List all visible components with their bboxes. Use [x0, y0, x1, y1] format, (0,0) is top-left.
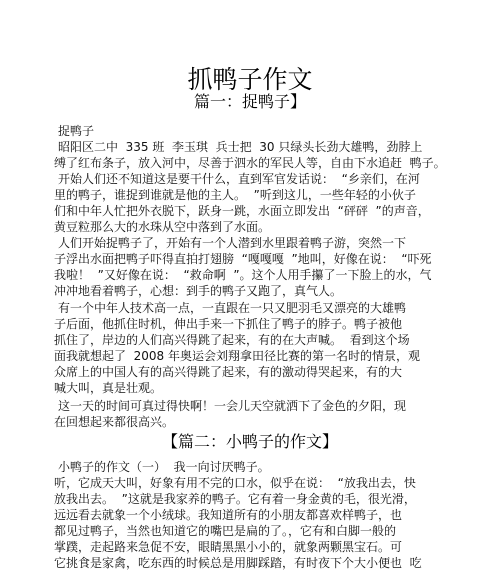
- text-line: 黄豆粒那么大的水珠从空中落到了水面。: [54, 220, 271, 234]
- text-line: 它挑食是家禽，吃东西的时候总是用脚踩踏，有时夜下个大小便也 吃: [54, 556, 422, 570]
- text-line: 昭阳区二中 335 班 李玉琪 兵士把 30 只绿头长劲大雄鸭，劲脖上: [58, 140, 423, 154]
- text-line: 有一个中年人技术高一点，一直跟在一只又肥羽毛又漂亮的大雄鸭: [58, 301, 407, 315]
- text-line: 面我就想起了 2008 年奥运会刘翔拿田径比赛的第一名时的情景，观: [54, 349, 420, 363]
- text-line: 掌蹼，走起路来急促不安，眼睛黑黑小小的，就象两颗黑宝石。可: [54, 540, 403, 554]
- text-line: 冲冲地看着鸭子，心想：到手的鸭子又跑了，真气人。: [54, 284, 343, 298]
- text-line: 这一天的时间可真过得快啊！一会儿天空就洒下了金色的夕阳，现: [58, 399, 407, 413]
- text-line: 小鸭子的作文（一） 我一向讨厌鸭子。: [58, 460, 270, 474]
- text-line: 里的鸭子，谁捉到谁就是他的主人。 ”听到这儿，一些年轻的小伙子: [54, 188, 416, 202]
- text-line: 听，它成天大叫，好象有用不完的口水，似乎在说： “放我出去，快: [54, 476, 416, 490]
- text-line: 人们开始捉鸭子了，开始有一个人潜到水里跟着鸭子游，突然一下: [58, 236, 407, 250]
- text-line: 捉鸭子: [58, 124, 95, 138]
- text-line: 喊大叫，真是壮观。: [54, 381, 163, 395]
- text-line: 众席上的中国人有的高兴得跳了起来，有的激动得哭起来，有的大: [54, 365, 403, 379]
- text-line: 都见过鸭子，当然也知道它的嘴巴是扁的了。，它有和白脚一般的: [54, 524, 397, 538]
- text-line: 子后面，他抓住时机，伸出手来一下抓住了鸭子的脖子。鸭子被他: [54, 317, 403, 331]
- text-line: 抓住了，岸边的人们高兴得跳了起来，有的在大声喊。 看到这个场: [54, 333, 410, 347]
- text-line: 远远看去就象一个小绒球。我知道所有的小朋友都喜欢样鸭子，也: [54, 508, 403, 522]
- text-line: 子浮出水面把鸭子吓得直拍打翅膀 “嘎嘎嘎 ”地叫，好像在说： “吓死: [54, 252, 432, 266]
- text-line: 们和中年人忙把外衣脱下，跃身一跳，水面立即发出 “砰砰 ”的声音，: [54, 204, 430, 218]
- text-line: 我啦！ ”又好像在说： “救命啊 ”。这个人用手攥了一下脸上的水，气: [54, 268, 432, 282]
- text-line: 在回想起来都很高兴。: [54, 415, 175, 429]
- part2-heading: 【篇二：小鸭子的作文】: [161, 432, 338, 451]
- text-line: 放我出去。 ”这就是我家养的鸭子。它有着一身金黄的毛，很光滑，: [54, 492, 416, 506]
- part1-heading: 篇一：捉鸭子】: [193, 92, 306, 111]
- text-line: 缚了红布条子，放入河中，尽善于泗水的军民人等，自由下水追赶 鸭子。: [54, 156, 446, 170]
- document-title: 抓鸭子作文: [187, 65, 313, 94]
- text-line: 开始人们还不知道这是要干什么，直到军官发话说： “乡亲们，在河: [58, 172, 420, 186]
